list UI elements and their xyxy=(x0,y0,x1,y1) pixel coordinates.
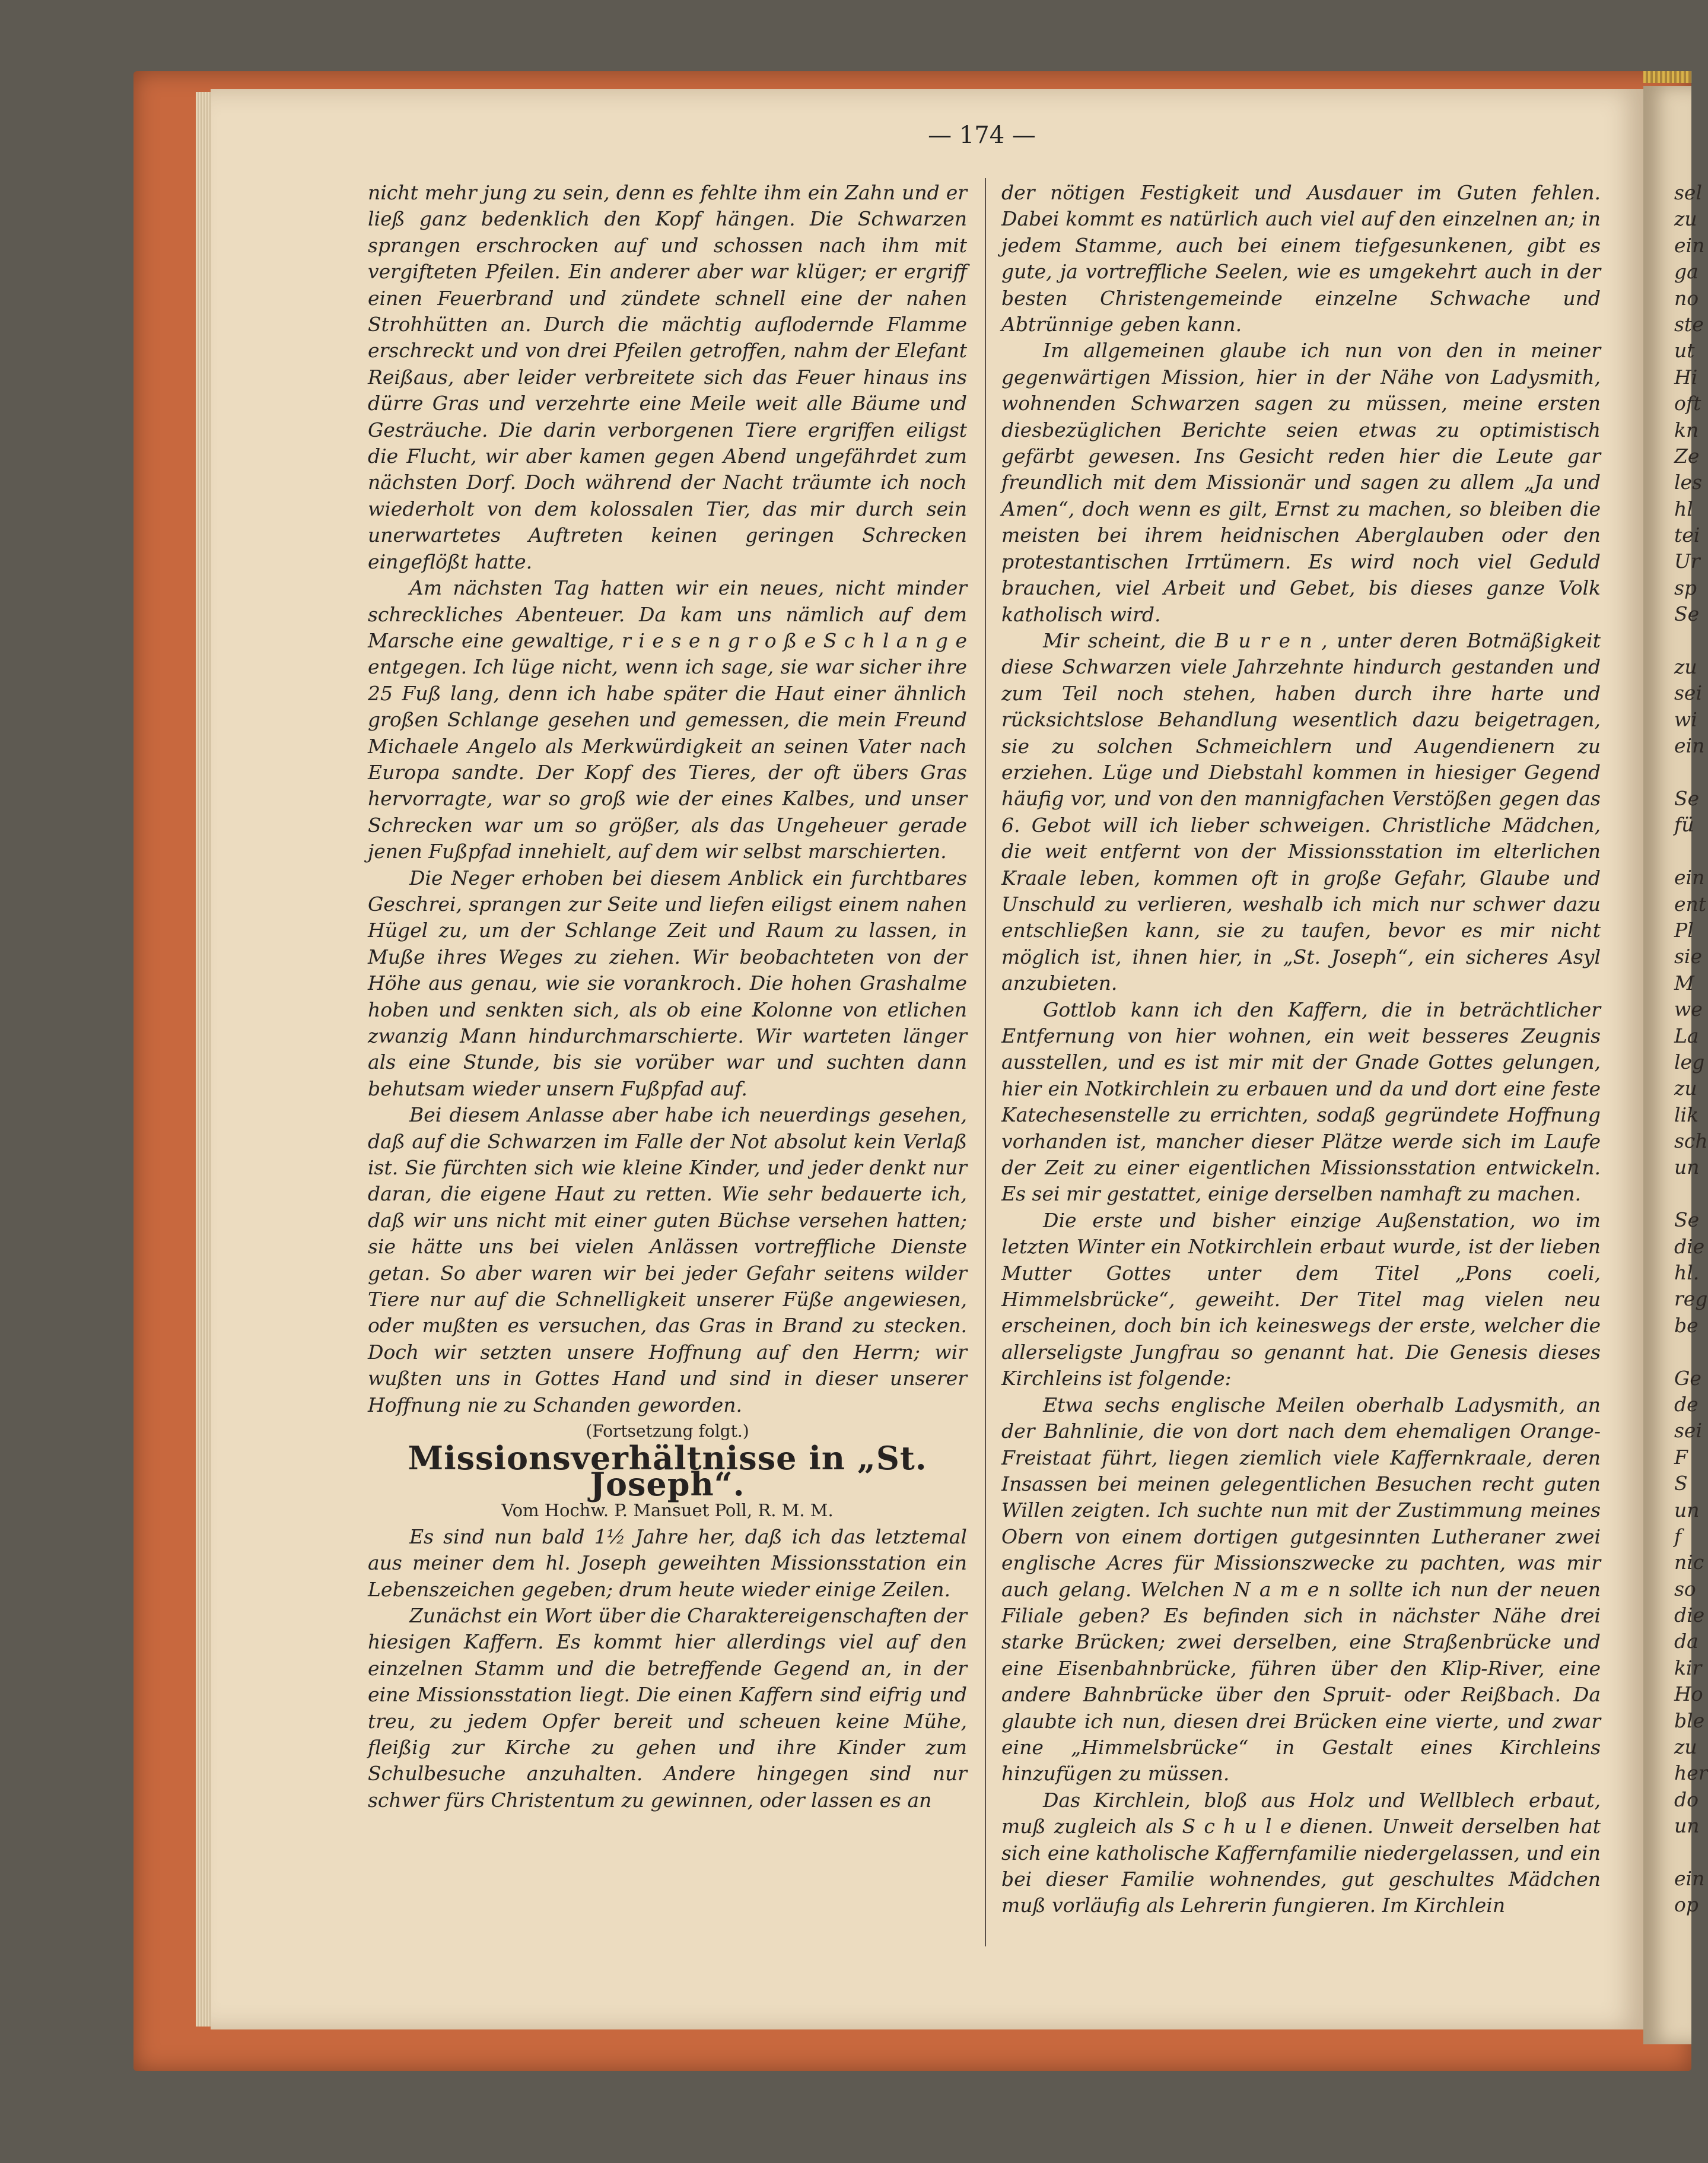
facing-page-fragment: Se xyxy=(1674,1208,1700,1232)
facing-page-fragment: f xyxy=(1674,1524,1682,1548)
facing-page-fragment: kn xyxy=(1674,418,1699,442)
facing-page-fragment: die xyxy=(1674,1234,1705,1258)
facing-page-fragment: ga xyxy=(1674,260,1699,284)
facing-page-fragment: lik xyxy=(1674,1103,1699,1126)
facing-page-fragment xyxy=(1674,760,1698,786)
left-column xyxy=(368,180,967,1813)
facing-page-fragment: sp xyxy=(1674,576,1697,599)
facing-page-fragment: da xyxy=(1674,1630,1699,1653)
facing-page-fragment: zu xyxy=(1674,1076,1697,1100)
facing-page-fragment: do xyxy=(1674,1787,1699,1811)
facing-page-fragment: Pl xyxy=(1674,918,1694,942)
facing-page-fragment: nic xyxy=(1674,1551,1704,1574)
facing-page-fragment: sie xyxy=(1674,945,1703,968)
facing-page-fragment: ein xyxy=(1674,233,1705,257)
facing-page-fragment: les xyxy=(1674,471,1703,494)
facing-page-fragment: S xyxy=(1674,1472,1688,1495)
facing-page-fragment: un xyxy=(1674,1498,1700,1522)
facing-page-fragment: kir xyxy=(1674,1656,1702,1679)
paragraph: Das Kirchlein, bloß aus Holz und Wellblech erbaut, muß zugleich als S c h u l e dienen. Unweit derselben hat sich eine katholische Kaffernfamilie niedergelassen, und ein bei dieser Familie wohnendes, gut geschultes Mädchen muß vorläufig als Lehrerin fungieren. Im Kirchlein xyxy=(1001,1788,1601,1917)
facing-page-fragment: be xyxy=(1674,1313,1699,1337)
facing-page-fragment: Se xyxy=(1674,786,1700,810)
paragraph: Am nächsten Tag hatten wir ein neues, nicht minder schreckliches Abenteuer. Da kam uns nämlich auf dem Marsche eine gewaltige, r i e s e n g r o ß e S c h l a n g e entgegen. Ich lüge nicht, wenn ich sage, sie war sicher ihre 25 Fuß lang, denn ich habe später die Haut einer ähnlich großen Schlange gesehen und gemessen, die mein Freund Michaele Angelo als Merkwürdigkeit an seinen Vater nach Europa sandte. Der Kopf des Tieres, der oft übers Gras hervorragte, war so groß wie der eines Kalbes, und unser Schrecken war um so größer, als das Ungeheuer gerade jenen Fußpfad innehielt, auf dem wir selbst marschierten. xyxy=(368,576,967,863)
facing-page-fragment: ste xyxy=(1674,312,1704,336)
headband xyxy=(1643,71,1691,83)
facing-page-fragment: ein xyxy=(1674,866,1705,890)
facing-page-fragment: no xyxy=(1674,286,1699,310)
facing-page-fragment: we xyxy=(1674,998,1703,1021)
facing-page-fragment: Ur xyxy=(1674,550,1700,573)
paragraph: Bei diesem Anlasse aber habe ich neuerdings gesehen, daß auf die Schwarzen im Falle der Not absolut kein Verlaß ist. Sie fürchten sich wie kleine Kinder, und jeder denkt nur daran, die eigene Haut zu retten. Wie sehr bedauerte ich, daß wir uns nicht mit einer guten Büchse versehen hatten; sie hätte uns bei vielen Anlässen vortreffliche Dienste getan. So aber waren wir bei jeder Gefahr seitens wilder Tiere nur auf die Schnelligkeit unserer Füße angewiesen, oder mußten es versuchen, das Gras in Brand zu stecken. Doch wir setzten unsere Hoffnung auf den Herrn; wir wußten uns in Gottes Hand und sind in dieser unserer Hoffnung nie zu Schanden geworden. xyxy=(368,1103,967,1416)
facing-page-fragment: reg xyxy=(1674,1287,1708,1311)
facing-page-fragment: un xyxy=(1674,1155,1700,1179)
facing-page-fragment: zu xyxy=(1674,655,1697,679)
facing-page-fragment: ein xyxy=(1674,734,1705,758)
facing-page-fragment: M xyxy=(1674,971,1694,995)
paragraph: Es sind nun bald 1½ Jahre her, daß ich das letztemal aus meiner dem hl. Joseph geweihten Missionsstation ein Lebenszeichen gegeben; drum heute wieder einige Zeilen. xyxy=(368,1524,967,1601)
facing-page-fragment: zu xyxy=(1674,1735,1697,1759)
right-column xyxy=(1001,180,1601,1919)
paragraph: Gottlob kann ich den Kaffern, die in beträchtlicher Entfernung von hier wohnen, ein weit besseres Zeugnis ausstellen, und es ist mir mit der Gnade Gottes gelungen, hier ein Notkirchlein zu erbauen und da und dort eine feste Katechesenstelle zu errichten, sodaß gegründete Hoffnung vorhanden ist, mancher dieser Plätze werde sich im Laufe der Zeit zu einer eigentlichen Missionsstation entwickeln. Es sei mir gestattet, einige derselben namhaft zu machen. xyxy=(1001,998,1601,1206)
facing-page-fragment: La xyxy=(1674,1024,1699,1047)
facing-page-fragment: un xyxy=(1674,1814,1700,1838)
paragraph: Die erste und bisher einzige Außenstation, wo im letzten Winter ein Notkirchlein erbaut wurde, ist der lieben Mutter Gottes unter dem Titel „Pons coeli, Himmelsbrücke“, geweiht. Der Titel mag vielen neu erscheinen, doch bin ich keineswegs der erste, welcher die allerseligste Jungfrau so genannt hat. Die Genesis dieses Kirchleins ist folgende: xyxy=(1001,1208,1601,1390)
facing-page-fragment xyxy=(1674,1840,1698,1866)
facing-page-fragment: de xyxy=(1674,1392,1699,1416)
facing-page-fragment: her xyxy=(1674,1761,1708,1785)
facing-page-fragment: Ge xyxy=(1674,1366,1701,1390)
facing-page-fragment xyxy=(1674,1339,1698,1365)
paragraph: Mir scheint, die B u r e n , unter deren Botmäßigkeit diese Schwarzen viele Jahrzehnte hindurch gestanden und zum Teil noch stehen, haben durch ihre harte und rücksichtslose Behandlung wesentlich dazu beigetragen, sie zu solchen Schmeichlern und Augendienern zu erziehen. Lüge und Diebstahl kommen in hiesiger Gegend häufig vor, und von den mannigfachen Verstößen gegen das 6. Gebot will ich lieber schweigen. Christliche Mädchen, die weit entfernt von der Missionsstation im elterlichen Kraale leben, kommen oft in große Gefahr, Glaube und Unschuld zu verlieren, weshalb ich mich nur schwer dazu entschließen kann, sie zu taufen, bevor es mir nicht möglich ist, ihnen hier, in „St. Joseph“, ein sicheres Asyl anzubieten. xyxy=(1001,628,1601,995)
paragraph: der nötigen Festigkeit und Ausdauer im Guten fehlen. Dabei kommt es natürlich auch viel auf den einzelnen an; in jedem Stamme, auch bei einem tiefgesunkenen, gibt es gute, ja vortreffliche Seelen, wie es umgekehrt auch in der besten Christengemeinde einzelne Schwache und Abtrünnige geben kann. xyxy=(1001,181,1601,336)
facing-page-fragment: Hi xyxy=(1674,365,1698,389)
paragraph: Zunächst ein Wort über die Charaktereigenschaften der hiesigen Kaffern. Es kommt hier allerdings viel auf den einzelnen Stamm und die betreffende Gegend an, in der eine Missionsstation liegt. Die einen Kaffern sind eifrig und treu, zu jedem Opfer bereit und scheuen keine Mühe, fleißig zur Kirche zu gehen und ihre Kinder zum Schulbesuche anzuhalten. Andere hingegen sind nur schwer fürs Christentum zu gewinnen, oder lassen es an xyxy=(368,1603,968,1812)
facing-page-fragment: sei xyxy=(1674,681,1703,705)
facing-page-fragment: tei xyxy=(1674,523,1700,547)
facing-page-fragment: fü xyxy=(1674,813,1694,837)
paragraph: Im allgemeinen glaube ich nun von den in meiner gegenwärtigen Mission, hier in der Nähe von Ladysmith, wohnenden Schwarzen sagen zu müssen, meine ersten diesbezüglichen Berichte seien etwas zu optimistisch gefärbt gewesen. Ins Gesicht reden hier die Leute gar freundlich mit dem Missionär und sagen zu allem „Ja und Amen“, doch wenn es gilt, Ernst zu machen, so bleiben die meisten bei ihrem heidnischen Aberglauben oder den protestantischen Irrtümern. Es wird noch viel Geduld brauchen, viel Arbeit und Gebet, bis dieses ganze Volk katholisch wird. xyxy=(1001,339,1601,626)
facing-page-fragment: sel xyxy=(1674,181,1703,204)
facing-page-fragment xyxy=(1674,1181,1698,1207)
facing-page-fragment: F xyxy=(1674,1445,1688,1469)
facing-page-fragment: hl xyxy=(1674,497,1693,520)
column-divider xyxy=(985,178,986,1946)
facing-page-fragment: sch xyxy=(1674,1129,1708,1153)
facing-page-fragment: Ho xyxy=(1674,1682,1703,1706)
facing-page-fragment: so xyxy=(1674,1577,1696,1600)
article-title: Missionsverhältnisse in „St. Joseph“. xyxy=(408,1438,927,1503)
article-byline: Vom Hochw. P. Mansuet Poll, R. M. M. xyxy=(501,1500,834,1521)
facing-page-fragment: ent xyxy=(1674,892,1707,916)
facing-page-fragment: Se xyxy=(1674,602,1700,626)
facing-page-fragment xyxy=(1674,628,1698,654)
facing-page-fragment: Ze xyxy=(1674,444,1700,468)
paragraph: nicht mehr jung zu sein, denn es fehlte ihm ein Zahn und er ließ ganz bedenklich den Kopf hängen. Die Schwarzen sprangen erschrocken auf und schossen nach ihm mit vergifteten Pfeilen. Ein anderer aber war klüger; er ergriff einen Feuerbrand und zündete schnell eine der nahen Strohhütten an. Durch die mächtig auflodernde Flamme erschreckt und von drei Pfeilen getroffen, nahm der Elefant Reißaus, aber leider verbreitete sich das Feuer hinaus ins dürre Gras und verzehrte eine Meile weit alle Bäume und Gesträuche. Die darin verborgenen Tiere ergriffen eiligst die Flucht, wir aber kamen gegen Abend ungefährdet zum nächsten Dorf. Doch während der Nacht träumte ich noch wiederholt von dem kolossalen Tier, das mir durch sein unerwartetes Auftreten keinen geringen Schrecken eingeflößt hatte. xyxy=(368,181,967,573)
facing-page-fragment: sei xyxy=(1674,1419,1703,1443)
page-number: — 174 — xyxy=(928,122,1036,149)
facing-page-fragment: wi xyxy=(1674,707,1697,731)
continuation-note: (Fortsetzung folgt.) xyxy=(586,1421,749,1441)
paragraph: Etwa sechs englische Meilen oberhalb Ladysmith, an der Bahnlinie, die von dort nach dem ehemaligen Orange-Freistaat führt, liegen ziemlich viele Kaffernkraale, deren Insassen bei meinen gelegentlichen Besuchen recht guten Willen zeigten. Ich suchte nun mit der Zustimmung meines Obern von einem dortigen gutgesinnten Lutheraner zwei englische Acres für Missionszwecke zu pachten, was mir auch gelang. Welchen N a m e n sollte ich nun der neuen Filiale geben? Es befinden sich in nächster Nähe drei starke Brücken; zwei derselben, eine Straßenbrücke und eine Eisenbahnbrücke, führen über den Klip-River, eine andere Bahnbrücke über den Spruit- oder Reißbach. Da glaubte ich nun, diesen drei Brücken eine vierte, und zwar eine „Himmelsbrücke“ in Gestalt eines Kirchleins hinzufügen zu müssen. xyxy=(1001,1393,1601,1786)
paragraph: Die Neger erhoben bei diesem Anblick ein furchtbares Geschrei, sprangen zur Seite und liefen eiligst einem nahen Hügel zu, um der Schlange Zeit und Raum zu lassen, in Muße ihres Weges zu ziehen. Wir beobachteten von der Höhe aus genau, wie sie vorankroch. Die hohen Grashalme hoben und senkten sich, als ob eine Kolonne von etlichen zwanzig Mann hindurchmarschierte. Wir warteten länger als eine Stunde, bis sie vorüber war und suchten dann behutsam wieder unsern Fußpfad auf. xyxy=(368,866,967,1100)
facing-page-fragment: hl. xyxy=(1674,1261,1700,1285)
facing-page-fragment: ble xyxy=(1674,1708,1705,1732)
facing-page-fragment: die xyxy=(1674,1603,1705,1627)
facing-page-fragment: leg xyxy=(1674,1050,1705,1073)
facing-page-fragment: ut xyxy=(1674,339,1695,363)
facing-page-fragment: zu xyxy=(1674,207,1697,231)
facing-page-fragment: op xyxy=(1674,1893,1699,1917)
facing-page-fragment: ein xyxy=(1674,1867,1705,1890)
facing-page-fragment xyxy=(1674,838,1698,865)
facing-page-text xyxy=(1674,180,1708,1919)
facing-page-fragment: oft xyxy=(1674,392,1701,415)
